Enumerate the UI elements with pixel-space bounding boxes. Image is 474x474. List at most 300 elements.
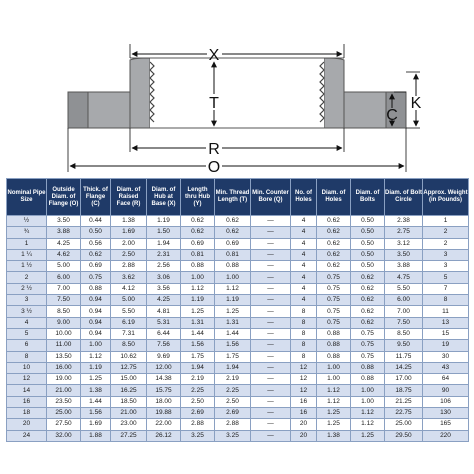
table-cell: 1.50 xyxy=(147,227,181,238)
pipe-size-cell: ½ xyxy=(7,216,47,227)
table-cell: 12.75 xyxy=(111,362,147,373)
table-cell: 1.00 xyxy=(181,272,215,283)
table-row xyxy=(7,396,469,407)
table-cell: 3.56 xyxy=(147,283,181,294)
table-cell: 4 xyxy=(291,272,317,283)
label-t: T xyxy=(209,95,219,112)
table-row xyxy=(7,249,469,260)
table-cell: 2.69 xyxy=(181,408,215,419)
table-cell: 22.75 xyxy=(385,408,423,419)
table-cell: 0.94 xyxy=(81,317,111,328)
table-cell: 11 xyxy=(423,306,469,317)
table-cell: 5.50 xyxy=(111,306,147,317)
table-cell: 5.31 xyxy=(147,317,181,328)
table-cell: 8 xyxy=(291,340,317,351)
table-cell: 1.19 xyxy=(215,295,251,306)
pipe-size-cell: 4 xyxy=(7,317,47,328)
table-cell: 1.94 xyxy=(215,362,251,373)
table-cell: 3.50 xyxy=(385,249,423,260)
table-cell: 18.75 xyxy=(385,385,423,396)
table-cell: 20 xyxy=(291,430,317,441)
table-cell: 19 xyxy=(423,340,469,351)
table-cell: 165 xyxy=(423,419,469,430)
table-cell: — xyxy=(251,419,291,430)
table-cell: 0.75 xyxy=(351,340,385,351)
pipe-size-cell: ¾ xyxy=(7,227,47,238)
column-header: Diam. of Bolts xyxy=(351,179,385,216)
table-cell: 1.56 xyxy=(181,340,215,351)
table-cell: 0.62 xyxy=(317,238,351,249)
table-cell: 1.44 xyxy=(81,396,111,407)
table-cell: 16 xyxy=(291,408,317,419)
table-cell: 0.62 xyxy=(317,227,351,238)
table-cell: 1.44 xyxy=(215,328,251,339)
label-r: R xyxy=(208,141,220,158)
table-cell: 1.00 xyxy=(81,340,111,351)
o-dimension xyxy=(68,128,406,176)
table-cell: 11.00 xyxy=(47,340,81,351)
table-cell: 2.19 xyxy=(181,374,215,385)
pipe-size-cell: 14 xyxy=(7,385,47,396)
table-cell: 23.00 xyxy=(111,419,147,430)
table-cell: 4.12 xyxy=(111,283,147,294)
table-cell: 0.75 xyxy=(317,283,351,294)
table-cell: 1.56 xyxy=(215,340,251,351)
pipe-size-cell: 6 xyxy=(7,340,47,351)
table-cell: 8 xyxy=(291,306,317,317)
table-cell: 1.00 xyxy=(351,385,385,396)
table-cell: 9.50 xyxy=(385,340,423,351)
table-cell: 1.75 xyxy=(215,351,251,362)
table-row xyxy=(7,295,469,306)
table-cell: 0.75 xyxy=(317,295,351,306)
table-cell: 0.62 xyxy=(181,227,215,238)
table-cell: 1.00 xyxy=(215,272,251,283)
pipe-size-cell: 10 xyxy=(7,362,47,373)
table-cell: 11.75 xyxy=(385,351,423,362)
table-cell: 2.75 xyxy=(385,227,423,238)
table-cell: 3 xyxy=(423,261,469,272)
table-cell: 1.38 xyxy=(81,385,111,396)
pipe-size-cell: 1 ½ xyxy=(7,261,47,272)
table-cell: 2.56 xyxy=(147,261,181,272)
table-cell: 8 xyxy=(423,295,469,306)
table-cell: 1.00 xyxy=(351,396,385,407)
table-cell: 4.62 xyxy=(47,249,81,260)
table-cell: 4.75 xyxy=(385,272,423,283)
table-cell: 4.25 xyxy=(47,238,81,249)
table-cell: — xyxy=(251,408,291,419)
column-header: Approx. Weight (in Pounds) xyxy=(423,179,469,216)
column-header: Diam. of Raised Face (R) xyxy=(111,179,147,216)
table-cell: 25.00 xyxy=(47,408,81,419)
table-row xyxy=(7,227,469,238)
table-cell: 0.88 xyxy=(81,283,111,294)
table-cell: 0.94 xyxy=(81,328,111,339)
table-cell: 0.50 xyxy=(351,249,385,260)
table-cell: 1.94 xyxy=(181,362,215,373)
pipe-size-cell: 3 ½ xyxy=(7,306,47,317)
table-cell: 0.88 xyxy=(317,340,351,351)
table-cell: 6.00 xyxy=(385,295,423,306)
table-cell: 6.19 xyxy=(111,317,147,328)
pipe-size-cell: 12 xyxy=(7,374,47,385)
table-cell: 3.88 xyxy=(385,261,423,272)
column-header: No. of Holes xyxy=(291,179,317,216)
column-header: Outside Diam. of Flange (O) xyxy=(47,179,81,216)
table-cell: 7.00 xyxy=(385,306,423,317)
table-cell: 1.25 xyxy=(317,408,351,419)
table-cell: 0.94 xyxy=(81,306,111,317)
table-cell: 0.50 xyxy=(351,261,385,272)
table-cell: 0.62 xyxy=(351,317,385,328)
table-cell: 1.94 xyxy=(147,238,181,249)
table-cell: 130 xyxy=(423,408,469,419)
table-cell: 21.25 xyxy=(385,396,423,407)
table-cell: 0.69 xyxy=(215,238,251,249)
table-cell: 0.69 xyxy=(181,238,215,249)
table-cell: 2.69 xyxy=(215,408,251,419)
table-cell: 7 xyxy=(423,283,469,294)
table-cell: 29.50 xyxy=(385,430,423,441)
table-cell: 1.12 xyxy=(351,408,385,419)
column-header: Length thru Hub (Y) xyxy=(181,179,215,216)
table-cell: 0.50 xyxy=(351,227,385,238)
table-cell: 12 xyxy=(291,374,317,385)
table-row xyxy=(7,362,469,373)
table-row xyxy=(7,283,469,294)
table-cell: 6.44 xyxy=(147,328,181,339)
table-cell: 3.62 xyxy=(111,272,147,283)
table-cell: 1.44 xyxy=(181,328,215,339)
table-cell: 2.88 xyxy=(111,261,147,272)
column-header: Diam. of Holes xyxy=(317,179,351,216)
table-cell: — xyxy=(251,328,291,339)
table-row xyxy=(7,216,469,227)
table-cell: 8 xyxy=(291,328,317,339)
flange-cross-section-diagram xyxy=(0,0,474,178)
table-cell: 2.31 xyxy=(147,249,181,260)
table-cell: 8.50 xyxy=(111,340,147,351)
table-cell: 0.75 xyxy=(351,351,385,362)
r-dimension xyxy=(130,128,344,158)
table-cell: 8.50 xyxy=(385,328,423,339)
table-cell: 0.62 xyxy=(351,306,385,317)
table-cell: 0.75 xyxy=(317,306,351,317)
table-cell: 4 xyxy=(291,238,317,249)
table-cell: 23.50 xyxy=(47,396,81,407)
table-cell: 64 xyxy=(423,374,469,385)
table-cell: 8.50 xyxy=(47,306,81,317)
table-cell: 5 xyxy=(423,272,469,283)
column-header: Min. Thread Length (T) xyxy=(215,179,251,216)
table-cell: 0.62 xyxy=(351,295,385,306)
table-cell: 1.38 xyxy=(317,430,351,441)
column-header: Min. Counter Bore (Q) xyxy=(251,179,291,216)
table-cell: 0.62 xyxy=(181,216,215,227)
table-cell: 5.50 xyxy=(385,283,423,294)
table-cell: 25.00 xyxy=(385,419,423,430)
table-cell: 4 xyxy=(291,216,317,227)
table-cell: 22.00 xyxy=(147,419,181,430)
table-cell: 1.31 xyxy=(181,317,215,328)
table-cell: 21.00 xyxy=(47,385,81,396)
table-row xyxy=(7,340,469,351)
table-cell: 18.00 xyxy=(147,396,181,407)
table-body xyxy=(7,216,469,442)
table-cell: 2.50 xyxy=(215,396,251,407)
table-cell: 3.25 xyxy=(181,430,215,441)
table-cell: 2 xyxy=(423,238,469,249)
pipe-size-cell: 1 xyxy=(7,238,47,249)
table-row xyxy=(7,351,469,362)
table-cell: 0.62 xyxy=(317,216,351,227)
table-cell: 15.00 xyxy=(111,374,147,385)
table-cell: 1.12 xyxy=(215,283,251,294)
label-x: X xyxy=(208,47,220,64)
table-row xyxy=(7,306,469,317)
table-cell: 43 xyxy=(423,362,469,373)
table-cell: 2.19 xyxy=(215,374,251,385)
pipe-size-cell: 2 xyxy=(7,272,47,283)
table-cell: 3 xyxy=(423,249,469,260)
table-cell: 1.19 xyxy=(81,362,111,373)
table-cell: 1.19 xyxy=(181,295,215,306)
table-cell: 1.75 xyxy=(181,351,215,362)
table-cell: — xyxy=(251,306,291,317)
table-cell: 1.69 xyxy=(81,419,111,430)
label-k: K xyxy=(410,95,422,112)
table-cell: 9.69 xyxy=(147,351,181,362)
table-cell: 8 xyxy=(291,317,317,328)
table-cell: 3.06 xyxy=(147,272,181,283)
table-cell: 0.88 xyxy=(317,328,351,339)
table-cell: 26.12 xyxy=(147,430,181,441)
column-header: Diam. of Hub at Base (X) xyxy=(147,179,181,216)
table-cell: 12 xyxy=(291,385,317,396)
table-cell: 16 xyxy=(291,396,317,407)
table-cell: 220 xyxy=(423,430,469,441)
table-row xyxy=(7,328,469,339)
table-cell: 1.12 xyxy=(181,283,215,294)
table-cell: 0.62 xyxy=(215,227,251,238)
table-cell: 0.69 xyxy=(81,261,111,272)
table-cell: 30 xyxy=(423,351,469,362)
table-cell: 2.88 xyxy=(215,419,251,430)
table-cell: — xyxy=(251,283,291,294)
table-cell: 1.25 xyxy=(81,374,111,385)
table-cell: — xyxy=(251,238,291,249)
table-cell: 12.00 xyxy=(147,362,181,373)
table-cell: — xyxy=(251,396,291,407)
table-row xyxy=(7,317,469,328)
table-cell: 27.25 xyxy=(111,430,147,441)
table-cell: 1.31 xyxy=(215,317,251,328)
table-cell: 1 xyxy=(423,216,469,227)
table-cell: — xyxy=(251,272,291,283)
table-row xyxy=(7,408,469,419)
pipe-size-cell: 1 ¼ xyxy=(7,249,47,260)
table-cell: 15.75 xyxy=(147,385,181,396)
table-cell: 0.75 xyxy=(351,328,385,339)
table-cell: 0.62 xyxy=(215,216,251,227)
pipe-size-cell: 3 xyxy=(7,295,47,306)
table-cell: 0.62 xyxy=(351,283,385,294)
table-cell: — xyxy=(251,261,291,272)
table-row xyxy=(7,430,469,441)
table-cell: — xyxy=(251,295,291,306)
table-cell: 7.00 xyxy=(47,283,81,294)
table-cell: 4 xyxy=(291,227,317,238)
table-cell: — xyxy=(251,362,291,373)
table-cell: 14.38 xyxy=(147,374,181,385)
table-cell: 16.25 xyxy=(111,385,147,396)
table-cell: 0.81 xyxy=(215,249,251,260)
table-row xyxy=(7,385,469,396)
flange-dimensions-table xyxy=(6,178,469,442)
table-cell: 0.88 xyxy=(215,261,251,272)
table-cell: 0.75 xyxy=(317,317,351,328)
table-header-row xyxy=(7,179,469,216)
table-cell: 3.50 xyxy=(47,216,81,227)
table-cell: 0.56 xyxy=(81,238,111,249)
table-cell: 1.19 xyxy=(147,216,181,227)
table-cell: 5.00 xyxy=(111,295,147,306)
table-row xyxy=(7,261,469,272)
table-cell: 0.75 xyxy=(317,272,351,283)
table-cell: 4 xyxy=(291,249,317,260)
table-row xyxy=(7,374,469,385)
table-cell: — xyxy=(251,216,291,227)
table-cell: 0.44 xyxy=(81,216,111,227)
pipe-size-cell: 24 xyxy=(7,430,47,441)
table-cell: 2.88 xyxy=(181,419,215,430)
table-cell: 12 xyxy=(291,362,317,373)
table-cell: 1.00 xyxy=(317,374,351,385)
table-cell: 1.12 xyxy=(351,419,385,430)
table-cell: 20 xyxy=(291,419,317,430)
table-cell: — xyxy=(251,227,291,238)
table-cell: 6.00 xyxy=(47,272,81,283)
table-cell: 10.62 xyxy=(111,351,147,362)
table-cell: 18.50 xyxy=(111,396,147,407)
table-cell: 1.56 xyxy=(81,408,111,419)
table-cell: 1.88 xyxy=(81,430,111,441)
table-cell: 4.25 xyxy=(147,295,181,306)
table-cell: 15 xyxy=(423,328,469,339)
table-row xyxy=(7,419,469,430)
label-o: O xyxy=(207,159,221,176)
table-row xyxy=(7,272,469,283)
pipe-size-cell: 2 ½ xyxy=(7,283,47,294)
table-cell: 2.50 xyxy=(111,249,147,260)
flange-body xyxy=(68,58,406,128)
table-cell: 0.88 xyxy=(181,261,215,272)
table-cell: 10.00 xyxy=(47,328,81,339)
table-cell: 2.25 xyxy=(215,385,251,396)
table-cell: 4 xyxy=(291,261,317,272)
table-cell: 0.62 xyxy=(351,272,385,283)
column-header: Diam. of Bolt Circle xyxy=(385,179,423,216)
pipe-size-cell: 5 xyxy=(7,328,47,339)
table-cell: 90 xyxy=(423,385,469,396)
table-cell: 4.81 xyxy=(147,306,181,317)
table-cell: — xyxy=(251,374,291,385)
table-cell: — xyxy=(251,249,291,260)
table-cell: 0.62 xyxy=(81,249,111,260)
table-cell: 0.88 xyxy=(351,362,385,373)
table-cell: 16.00 xyxy=(47,362,81,373)
table-cell: 0.62 xyxy=(317,249,351,260)
pipe-size-cell: 18 xyxy=(7,408,47,419)
table-cell: 0.62 xyxy=(317,261,351,272)
table-cell: — xyxy=(251,351,291,362)
table-cell: — xyxy=(251,317,291,328)
pipe-size-cell: 20 xyxy=(7,419,47,430)
table-cell: 1.12 xyxy=(317,396,351,407)
pipe-size-cell: 16 xyxy=(7,396,47,407)
table-cell: 7.50 xyxy=(385,317,423,328)
table-cell: 32.00 xyxy=(47,430,81,441)
table-cell: — xyxy=(251,385,291,396)
table-cell: 8 xyxy=(291,351,317,362)
table-cell: 1.12 xyxy=(317,385,351,396)
table-cell: 1.00 xyxy=(317,362,351,373)
table-cell: 3.88 xyxy=(47,227,81,238)
table-cell: 21.00 xyxy=(111,408,147,419)
table-cell: 7.56 xyxy=(147,340,181,351)
table-cell: 1.38 xyxy=(111,216,147,227)
table-cell: 9.00 xyxy=(47,317,81,328)
table-cell: 1.12 xyxy=(81,351,111,362)
table-cell: 0.81 xyxy=(181,249,215,260)
table-cell: 1.25 xyxy=(181,306,215,317)
table-cell: 2 xyxy=(423,227,469,238)
table-cell: 0.88 xyxy=(317,351,351,362)
table-cell: 14.25 xyxy=(385,362,423,373)
table-cell: 3.25 xyxy=(215,430,251,441)
table-cell: 13.50 xyxy=(47,351,81,362)
table-cell: 0.50 xyxy=(351,238,385,249)
table-cell: 5.00 xyxy=(47,261,81,272)
table-cell: 0.75 xyxy=(81,272,111,283)
column-header: Nominal Pipe Size xyxy=(7,179,47,216)
pipe-size-cell: 8 xyxy=(7,351,47,362)
table-cell: — xyxy=(251,340,291,351)
table-cell: 4 xyxy=(291,295,317,306)
table-cell: 27.50 xyxy=(47,419,81,430)
table-cell: 7.31 xyxy=(111,328,147,339)
table-cell: 1.25 xyxy=(215,306,251,317)
label-c: C xyxy=(386,107,398,124)
table-cell: 2.00 xyxy=(111,238,147,249)
table-cell: 106 xyxy=(423,396,469,407)
table-cell: 2.38 xyxy=(385,216,423,227)
table-cell: 13 xyxy=(423,317,469,328)
table-cell: 0.50 xyxy=(351,216,385,227)
column-header: Thick. of Flange (C) xyxy=(81,179,111,216)
table-cell: 19.88 xyxy=(147,408,181,419)
table-cell: 1.69 xyxy=(111,227,147,238)
table-cell: 3.12 xyxy=(385,238,423,249)
table-cell: 0.94 xyxy=(81,295,111,306)
table-cell: — xyxy=(251,430,291,441)
table-row xyxy=(7,238,469,249)
table-cell: 17.00 xyxy=(385,374,423,385)
table-cell: 7.50 xyxy=(47,295,81,306)
table-cell: 0.88 xyxy=(351,374,385,385)
table-cell: 1.25 xyxy=(317,419,351,430)
